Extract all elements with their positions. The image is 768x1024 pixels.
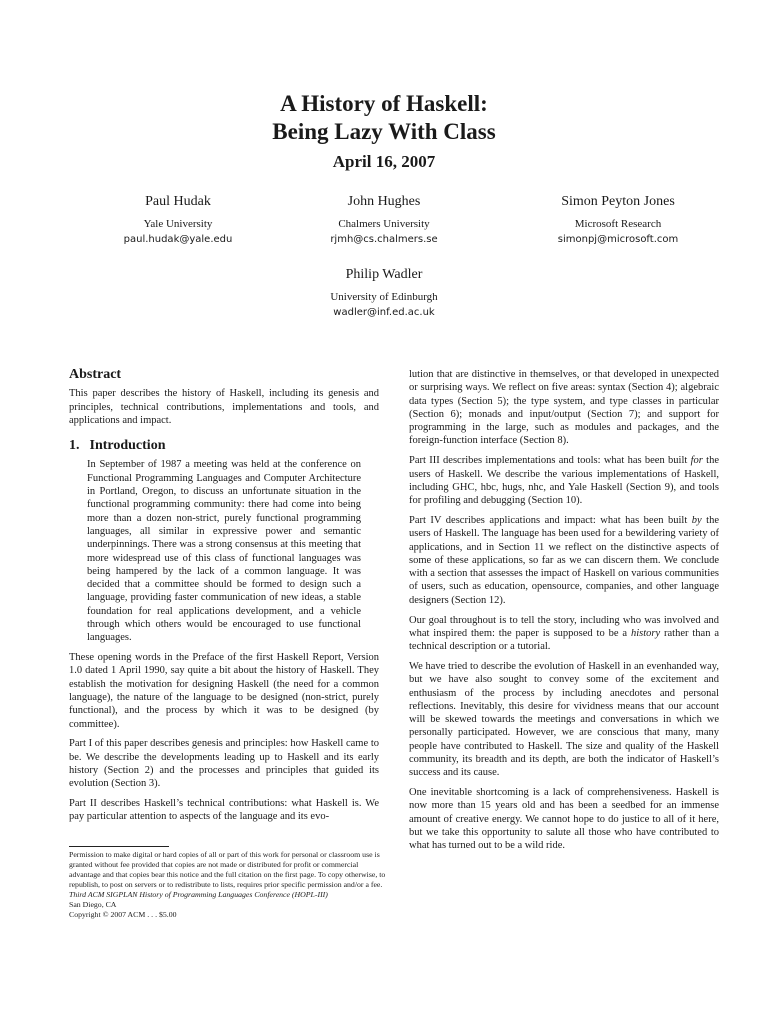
body-paragraph: These opening words in the Preface of the first Haskell Report, Version 1.0 dated 1 April 1990, say quite a bit about the history of Haskell. They establish the motivation for designing Haskell (the need for a common language), the nature of the language to be designed (non-strict, purely functional), and the process by which it was to be designed (by committee).: [69, 652, 379, 730]
body-paragraph: Part II describes Haskell’s technical contributions: what Haskell is. We pay particular attention to aspects of the language and its evo-: [69, 798, 379, 823]
author-name: Paul Hudak: [145, 194, 211, 209]
body-paragraph: One inevitable shortcoming is a lack of comprehensiveness. Haskell is now more than 15 years old and has been a seedbed for an immense amount of creative energy. We cannot hope to do justice to all of it here, but we take this opportunity to salute all those who have contributed to what has turned out to be a wild ride.: [409, 787, 719, 852]
section-number: 1.: [69, 438, 80, 454]
author-email: paul.hudak@yale.edu: [123, 234, 233, 245]
body-paragraph: Part IV describes applications and impact: what has been built by the users of Haskell. The language has been used for a bewildering variety of applications, and in Section 11 we reflect on the distinctive aspects of some of these applications, so far as we can discern them. We conclude with a section that assesses the impact of Haskell on various communities of users, such as education, opensource, companies, and other language designers (Section 12).: [409, 514, 719, 606]
author-email: rjmh@cs.chalmers.se: [330, 234, 438, 245]
author-affiliation: Yale University: [143, 218, 213, 230]
body-paragraph: Part I of this paper describes genesis and principles: how Haskell came to be. We describe the developments leading up to Haskell and its early history (Section 2) and the processes and principles that guided its evolution (Section 3).: [69, 738, 379, 790]
paper-date: April 16, 2007: [332, 152, 436, 171]
emphasis: history: [630, 627, 661, 639]
author-name: Simon Peyton Jones: [561, 194, 675, 209]
author-name: Philip Wadler: [345, 267, 423, 282]
emphasis: for: [690, 455, 703, 467]
body-paragraph: Part III describes implementations and tools: what has been built for the users of Haskell. We describe the various implementations of Haskell, including GHC, hbc, hugs, nhc, and Yale Haskell (Section 9), and tools for profiling and debugging (Section 10).: [409, 455, 720, 507]
author-block: [259, 193, 509, 248]
section-heading: [69, 439, 379, 452]
conference-venue: Third ACM SIGPLAN History of Programming Languages Conference (HOPL-III): [69, 890, 328, 899]
permission-notice: [69, 850, 391, 920]
author-email: wadler@inf.ed.ac.uk: [333, 307, 435, 318]
author-affiliation: Chalmers University: [338, 218, 430, 230]
author-affiliation: University of Edinburgh: [330, 291, 438, 303]
body-paragraph: lution that are distinctive in themselves, or that developed in unexpected or surprising ways. We reflect on five areas: syntax (Section 4); algebraic data types (Section 5); the type system, and type classes in particular (Section 6); monads and input/output (Section 7); and support for programming in the large, such as modules and packages, and the foreign-function interface (Section 8).: [409, 369, 719, 447]
abstract-text: This paper describes the history of Haskell, including its genesis and principles, technical contributions, implementations and tools, and applications and impact.: [69, 388, 379, 426]
right-column: [409, 368, 719, 859]
left-column: [69, 368, 379, 830]
author-email: simonpj@microsoft.com: [557, 234, 679, 245]
author-affiliation: Microsoft Research: [574, 218, 662, 230]
footnote-rule: [69, 846, 169, 847]
emphasis: by: [691, 514, 702, 526]
author-block: [259, 266, 509, 321]
conference-location: San Diego, CA: [69, 900, 117, 909]
body-paragraph: Our goal throughout is to tell the story, including who was involved and what inspired them: the paper is supposed to be a history rather than a technical description or a tutorial.: [409, 614, 719, 653]
permission-text: Permission to make digital or hard copies of all or part of this work for personal or classroom use is granted without fee provided that copies are not made or distributed for profit or commercial advantage and that copies bear this notice and the full citation on the first page. To copy otherwise, to republish, to post on servers or to redistribute to lists, requires prior specific permission and/or a fee.: [69, 850, 386, 889]
author-name: John Hughes: [347, 194, 421, 209]
paper-title-line-1: A History of Haskell:: [280, 91, 488, 116]
body-paragraph: We have tried to describe the evolution of Haskell in an evenhanded way, but we have also sought to convey some of the excitement and enthusiasm of the process by including anecdotes and personal reflections. Inevitably, this desire for vividness means that our account will be skewed towards the meetings and conversations in which we personally participated. However, we are conscious that many, many people have contributed to Haskell. The size and quality of the Haskell community, its breadth and its depth, are both the indicator of Haskell’s success and its cause.: [409, 660, 719, 779]
paper-title-line-2: Being Lazy With Class: [272, 119, 496, 144]
abstract-heading: Abstract: [69, 367, 122, 382]
author-block: [493, 193, 743, 248]
quoted-preface-paragraph: In September of 1987 a meeting was held at the conference on Functional Programming Languages and Computer Architecture in Portland, Oregon, to discuss an unfortunate situation in the functional programming community: there had come into being more than a dozen non-strict, purely functional programming languages, all similar in expressive power and semantic underpinnings. There was a strong consensus at this meeting that more widespread use of this class of functional languages was being hampered by the lack of a common language. It was decided that a committee should be formed to design such a language, providing faster communication of new ideas, a stable foundation for real applications development, and a vehicle through which others would be encouraged to use functional languages.: [87, 459, 361, 644]
section-title: Introduction: [89, 438, 166, 454]
copyright-line: Copyright © 2007 ACM . . . $5.00: [69, 910, 177, 919]
